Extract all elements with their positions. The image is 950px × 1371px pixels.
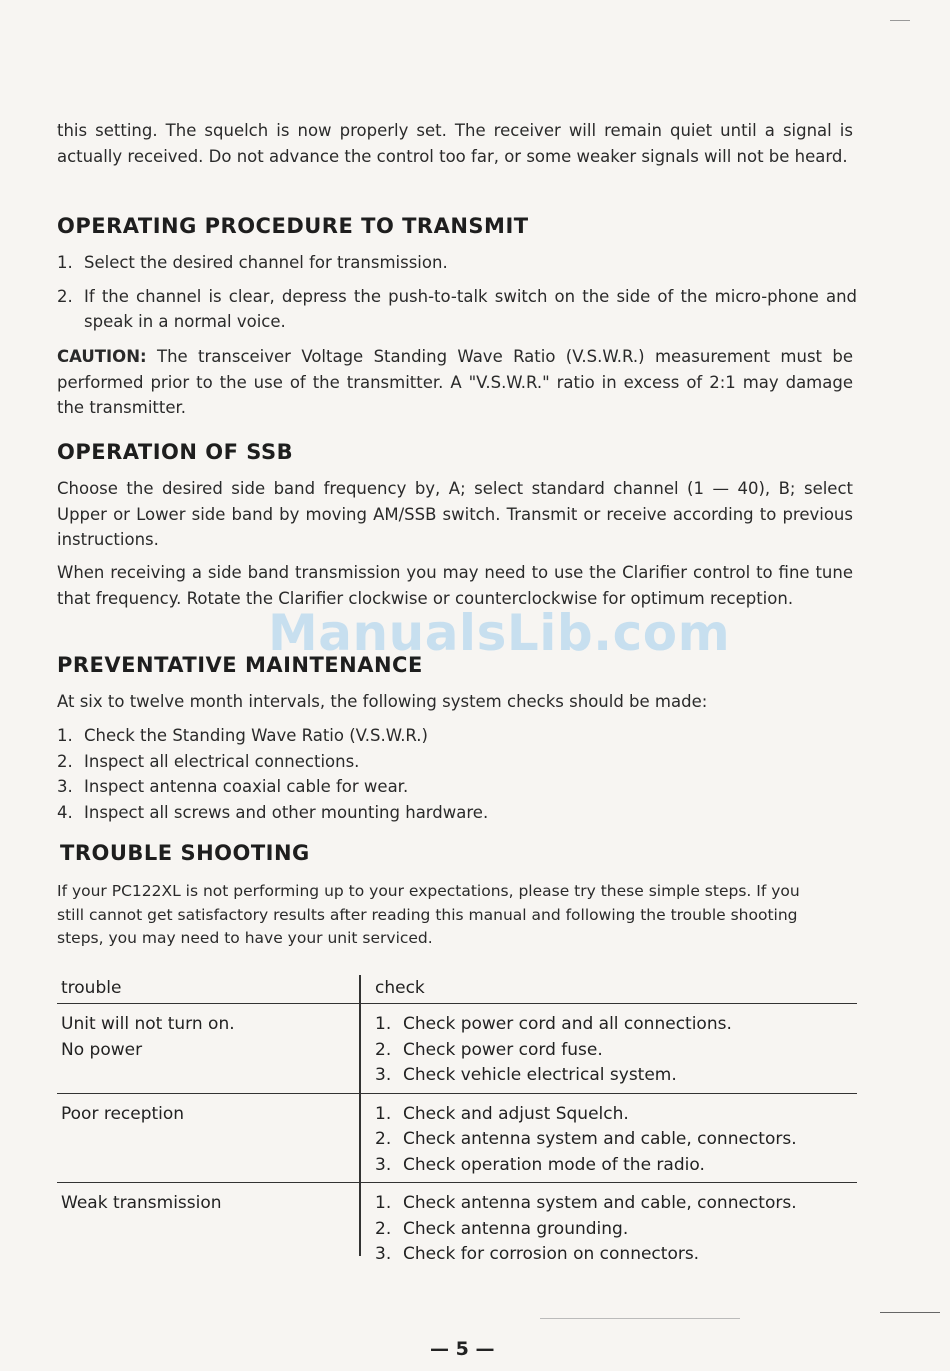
list-item (57, 723, 857, 749)
ssb-paragraph-1: Choose the desired side band frequency by, A; select standard channel (1 — 40), B; select Upper or Lower side band by moving AM/SSB switch. Transmit or receive according to previous instructions. (57, 479, 853, 549)
check-number: 2. (375, 1218, 392, 1239)
check-number: 1. (375, 1103, 392, 1124)
caution-paragraph (57, 344, 853, 421)
check-text: Check power cord and all connections. (403, 1014, 732, 1034)
step-number: 1. (57, 253, 73, 272)
check-text: Check for corrosion on connectors. (403, 1244, 700, 1264)
check-text: Check antenna grounding. (403, 1218, 629, 1239)
maintenance-list (57, 723, 857, 825)
col-trouble-header: trouble (61, 978, 122, 998)
check-item (375, 1153, 857, 1179)
step-number: 2. (57, 286, 73, 306)
transmit-heading: OPERATING PROCEDURE TO TRANSMIT (57, 214, 529, 238)
scan-mark (880, 1312, 940, 1313)
check-item (375, 1127, 857, 1153)
list-item (57, 284, 857, 335)
trouble-cell (61, 1191, 351, 1217)
step-text: If the channel is clear, depress the push-to-talk switch on the side of the micro-phone and speak in a normal voice. (84, 286, 857, 331)
trouble-table (57, 975, 857, 1272)
maintenance-intro: At six to twelve month intervals, the following system checks should be made: (57, 692, 708, 711)
trouble-text: No power (61, 1039, 143, 1060)
trouble-intro: If your PC122XL is not performing up to your expectations, please try these simple steps. If you still cannot get satisfactory results after reading this manual and following the trouble shooting steps, you may need to have your unit serviced. (57, 882, 800, 947)
scan-mark (540, 1318, 740, 1319)
check-item (375, 1038, 857, 1064)
page-number: — 5 — (430, 1338, 495, 1360)
watermark: ManualsLib.com (268, 604, 731, 662)
step-text: Select the desired channel for transmission. (84, 253, 448, 272)
scan-mark (890, 20, 910, 21)
item-text: Inspect antenna coaxial cable for wear. (84, 777, 409, 796)
check-item (375, 1102, 857, 1128)
check-number: 2. (375, 1039, 392, 1060)
check-item (375, 1063, 857, 1089)
item-number: 4. (57, 802, 73, 822)
maintenance-heading: PREVENTATIVE MAINTENANCE (57, 653, 423, 677)
check-number: 3. (375, 1154, 392, 1175)
check-text: Check operation mode of the radio. (403, 1154, 705, 1175)
check-number: 3. (375, 1065, 392, 1085)
ssb-heading: OPERATION OF SSB (57, 440, 294, 464)
check-text: Check power cord fuse. (403, 1039, 603, 1060)
item-number: 3. (57, 777, 73, 796)
check-number: 3. (375, 1244, 392, 1264)
check-number: 2. (375, 1129, 392, 1149)
check-cell (375, 1094, 857, 1183)
check-cell (375, 1183, 857, 1272)
col-check-header: check (375, 978, 425, 998)
intro-paragraph: this setting. The squelch is now properly set. The receiver will remain quiet until a signal is actually received. Do not advance the control too far, or some weaker signals will not be heard. (57, 121, 853, 166)
table-row (57, 1183, 857, 1272)
caution-label: CAUTION: (57, 347, 147, 366)
check-cell (375, 1004, 857, 1093)
check-number: 1. (375, 1193, 392, 1213)
list-item (57, 774, 857, 800)
check-text: Check antenna system and cable, connectors. (403, 1129, 797, 1149)
table-row (57, 1094, 857, 1184)
list-item (57, 749, 857, 775)
item-number: 2. (57, 751, 73, 771)
check-item (375, 1191, 857, 1217)
table-row (57, 1004, 857, 1094)
trouble-text: Unit will not turn on. (61, 1014, 235, 1034)
item-text: Check the Standing Wave Ratio (V.S.W.R.) (84, 726, 428, 745)
table-header (57, 975, 857, 1004)
item-text: Inspect all screws and other mounting hardware. (84, 802, 489, 822)
list-item (57, 800, 857, 826)
list-item (57, 250, 857, 276)
trouble-cell (61, 1102, 351, 1128)
trouble-cell (61, 1012, 351, 1063)
item-text: Inspect all electrical connections. (84, 751, 360, 771)
item-number: 1. (57, 726, 73, 745)
check-item (375, 1242, 857, 1268)
check-item (375, 1217, 857, 1243)
caution-text: The transceiver Voltage Standing Wave Ratio (V.S.W.R.) measurement must be performed prior to the use of the transmitter. A "V.S.W.R." ratio in excess of 2:1 may damage the transmitter. (57, 347, 854, 417)
check-text: Check antenna system and cable, connectors. (403, 1193, 797, 1213)
trouble-heading: TROUBLE SHOOTING (60, 841, 310, 865)
check-text: Check vehicle electrical system. (403, 1065, 677, 1085)
check-item (375, 1012, 857, 1038)
ssb-paragraph-2: When receiving a side band transmission you may need to use the Clarifier control to fine tune that frequency. Rotate the Clarifier clockwise or counterclockwise for optimum reception. (57, 563, 853, 608)
check-text: Check and adjust Squelch. (403, 1103, 629, 1124)
transmit-steps (57, 250, 857, 335)
trouble-text: Weak transmission (61, 1193, 222, 1213)
trouble-text: Poor reception (61, 1103, 185, 1124)
check-number: 1. (375, 1014, 392, 1034)
